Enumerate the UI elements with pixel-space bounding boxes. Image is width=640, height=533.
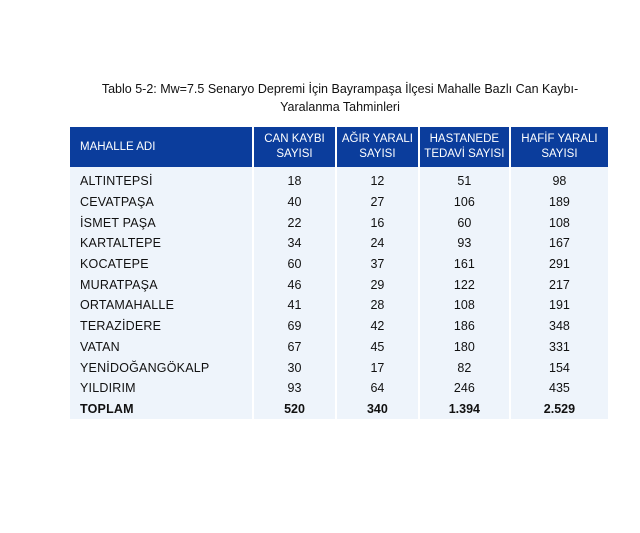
caption-line-2: Yaralanma Tahminleri xyxy=(280,100,400,114)
severe-cell: 28 xyxy=(337,295,418,316)
header-light-injuries xyxy=(511,127,608,167)
severe-cell: 17 xyxy=(337,357,418,378)
casualty-table xyxy=(68,127,610,419)
neighborhood-cell: CEVATPAŞA xyxy=(70,192,252,213)
hospital-cell: 122 xyxy=(420,274,509,295)
table-row xyxy=(70,233,608,254)
table-row xyxy=(70,254,608,275)
header-hospital-treatment xyxy=(420,127,509,167)
neighborhood-cell: VATAN xyxy=(70,337,252,358)
deaths-cell: 93 xyxy=(254,378,335,399)
severe-cell: 37 xyxy=(337,254,418,275)
deaths-cell: 18 xyxy=(254,167,335,192)
severe-cell: 12 xyxy=(337,167,418,192)
total-row xyxy=(70,399,608,420)
header-neighborhood xyxy=(70,127,252,167)
neighborhood-cell: KARTALTEPE xyxy=(70,233,252,254)
table-row xyxy=(70,274,608,295)
table-row xyxy=(70,192,608,213)
deaths-cell: 46 xyxy=(254,274,335,295)
light-cell: 154 xyxy=(511,357,608,378)
table-header-row xyxy=(70,127,608,167)
severe-cell: 29 xyxy=(337,274,418,295)
light-cell: 108 xyxy=(511,212,608,233)
neighborhood-cell: TERAZİDERE xyxy=(70,316,252,337)
header-neighborhood-label: MAHALLE ADI xyxy=(80,140,156,153)
severe-cell: 45 xyxy=(337,337,418,358)
caption-line-1: Tablo 5-2: Mw=7.5 Senaryo Depremi İçin Bayrampaşa İlçesi Mahalle Bazlı Can Kaybı- xyxy=(101,82,579,96)
severe-cell: 16 xyxy=(337,212,418,233)
light-cell: 98 xyxy=(511,167,608,192)
header-deaths-line-2: SAYISI xyxy=(276,148,313,160)
hospital-cell: 82 xyxy=(420,357,509,378)
total-deaths: 520 xyxy=(254,399,335,420)
hospital-cell: 93 xyxy=(420,233,509,254)
table-row xyxy=(70,378,608,399)
table-row xyxy=(70,212,608,233)
header-severe-line-1: AĞIR YARALI xyxy=(341,133,413,145)
hospital-cell: 108 xyxy=(420,295,509,316)
header-hospital-line-2: TEDAVİ SAYISI xyxy=(424,148,505,160)
hospital-cell: 186 xyxy=(420,316,509,337)
light-cell: 291 xyxy=(511,254,608,275)
table-row xyxy=(70,337,608,358)
severe-cell: 27 xyxy=(337,192,418,213)
light-cell: 191 xyxy=(511,295,608,316)
deaths-cell: 22 xyxy=(254,212,335,233)
deaths-cell: 30 xyxy=(254,357,335,378)
light-cell: 435 xyxy=(511,378,608,399)
total-label: TOPLAM xyxy=(70,399,252,420)
header-light-line-1: HAFİF YARALI xyxy=(521,133,598,145)
table-row xyxy=(70,316,608,337)
deaths-cell: 34 xyxy=(254,233,335,254)
total-light: 2.529 xyxy=(511,399,608,420)
total-hospital: 1.394 xyxy=(420,399,509,420)
neighborhood-cell: KOCATEPE xyxy=(70,254,252,275)
light-cell: 331 xyxy=(511,337,608,358)
neighborhood-cell: MURATPAŞA xyxy=(70,274,252,295)
deaths-cell: 67 xyxy=(254,337,335,358)
header-light-line-2: SAYISI xyxy=(541,148,578,160)
severe-cell: 24 xyxy=(337,233,418,254)
neighborhood-cell: YENİDOĞANGÖKALP xyxy=(70,357,252,378)
deaths-cell: 60 xyxy=(254,254,335,275)
neighborhood-cell: YILDIRIM xyxy=(70,378,252,399)
total-severe: 340 xyxy=(337,399,418,420)
header-hospital-line-1: HASTANEDE xyxy=(429,133,500,145)
neighborhood-cell: ORTAMAHALLE xyxy=(70,295,252,316)
header-deaths xyxy=(254,127,335,167)
table-row xyxy=(70,295,608,316)
hospital-cell: 161 xyxy=(420,254,509,275)
hospital-cell: 51 xyxy=(420,167,509,192)
severe-cell: 64 xyxy=(337,378,418,399)
deaths-cell: 69 xyxy=(254,316,335,337)
deaths-cell: 40 xyxy=(254,192,335,213)
light-cell: 348 xyxy=(511,316,608,337)
table-row xyxy=(70,167,608,192)
hospital-cell: 60 xyxy=(420,212,509,233)
hospital-cell: 246 xyxy=(420,378,509,399)
header-severe-injuries xyxy=(337,127,418,167)
severe-cell: 42 xyxy=(337,316,418,337)
table-caption xyxy=(70,80,610,116)
table-row xyxy=(70,357,608,378)
deaths-cell: 41 xyxy=(254,295,335,316)
hospital-cell: 180 xyxy=(420,337,509,358)
light-cell: 167 xyxy=(511,233,608,254)
neighborhood-cell: ALTINTEPSİ xyxy=(70,167,252,192)
hospital-cell: 106 xyxy=(420,192,509,213)
header-severe-line-2: SAYISI xyxy=(359,148,396,160)
light-cell: 189 xyxy=(511,192,608,213)
header-deaths-line-1: CAN KAYBI xyxy=(264,133,325,145)
light-cell: 217 xyxy=(511,274,608,295)
neighborhood-cell: İSMET PAŞA xyxy=(70,212,252,233)
